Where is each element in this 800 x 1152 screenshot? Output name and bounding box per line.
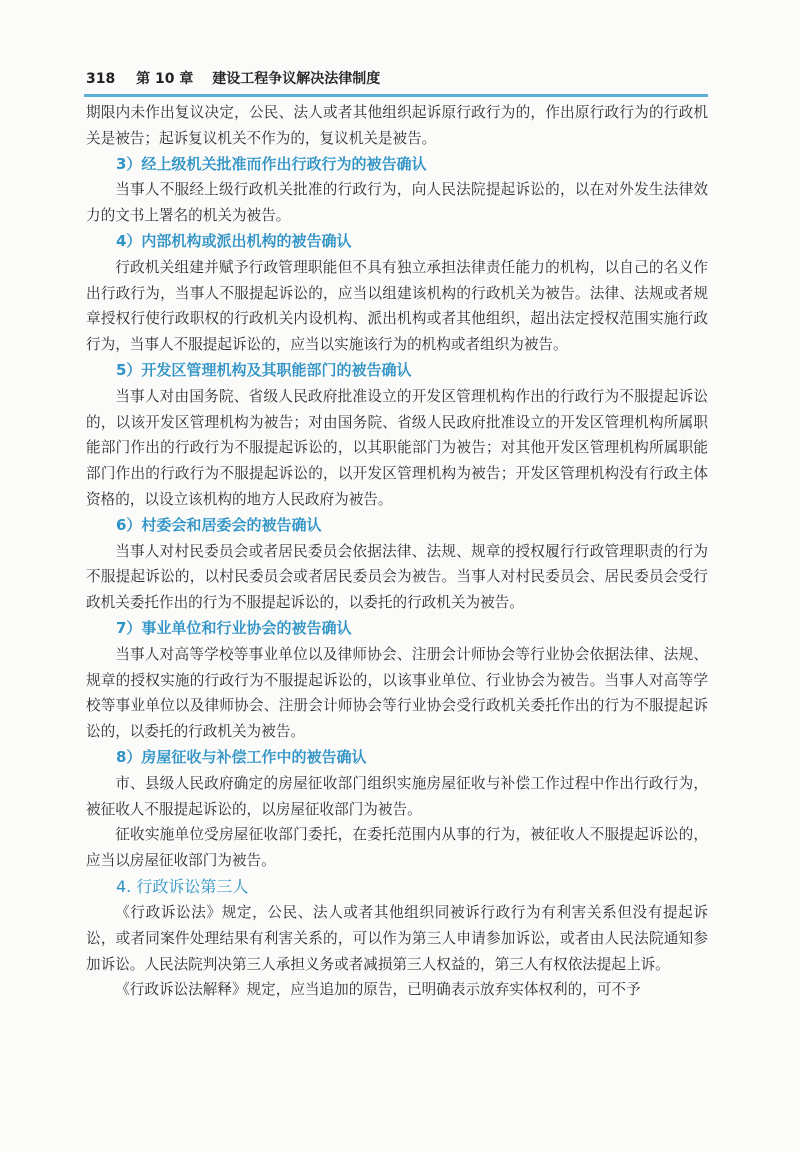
page-header (86, 68, 716, 90)
section-heading: 5）开发区管理机构及其职能部门的被告确认 (116, 360, 412, 379)
page-body (86, 100, 708, 1003)
paragraph: 行政机关组建并赋予行政管理职能但不具有独立承担法律责任能力的机构，以自己的名义作出行政行为，当事人不服提起诉讼的，应当以组建该机构的行政机关为被告。法律、法规或者规章授权行使行政职权的行政机关内设机构、派出机构或者其他组织，超出法定授权范围实施行政行为，当事人不服提起诉讼的，应当以实施该行为的机构或者组织为被告。 (86, 258, 708, 354)
paragraph: 市、县级人民政府确定的房屋征收部门组织实施房屋征收与补偿工作过程中作出行政行为，被征收人不服提起诉讼的，以房屋征收部门为被告。 (86, 774, 708, 818)
page-number: 318 (86, 71, 116, 87)
header-rule (84, 94, 708, 97)
paragraph: 当事人不服经上级行政机关批准的行政行为，向人民法院提起诉讼的，以在对外发生法律效力的文书上署名的机关为被告。 (86, 181, 708, 225)
paragraph: 当事人对由国务院、省级人民政府批准设立的开发区管理机构作出的行政行为不服提起诉讼的，以该开发区管理机构为被告；对由国务院、省级人民政府批准设立的开发区管理机构所属职能部门作出的行政行为不服提起诉讼的，以其职能部门为被告；对其他开发区管理机构所属职能部门作出的行政行为不服提起诉讼的，以开发区管理机构为被告；开发区管理机构没有行政主体资格的，以设立该机构的地方人民政府为被告。 (86, 387, 708, 508)
section-heading: 6）村委会和居委会的被告确认 (116, 515, 322, 534)
paragraph: 《行政诉讼法》规定，公民、法人或者其他组织同被诉行政行为有利害关系但没有提起诉讼，或者同案件处理结果有利害关系的，可以作为第三人申请参加诉讼，或者由人民法院通知参加诉讼。人民法院判决第三人承担义务或者减损第三人权益的，第三人有权依法提起上诉。 (86, 903, 708, 973)
subsection-heading: 4. 行政诉讼第三人 (116, 876, 249, 896)
chapter-title: 建设工程争议解决法律制度 (212, 71, 381, 87)
section-heading: 8）房屋征收与补偿工作中的被告确认 (116, 747, 367, 766)
section-heading: 7）事业单位和行业协会的被告确认 (116, 618, 352, 637)
paragraph: 当事人对高等学校等事业单位以及律师协会、注册会计师协会等行业协会依据法律、法规、规章的授权实施的行政行为不服提起诉讼的，以该事业单位、行业协会为被告。当事人对高等学校等事业单位以及律师协会、注册会计师协会等行业协会受行政机关委托作出的行为不服提起诉讼的，以委托的行政机关为被告。 (86, 645, 708, 741)
section-heading: 4）内部机构或派出机构的被告确认 (116, 231, 352, 250)
paragraph: 征收实施单位受房屋征收部门委托，在委托范围内从事的行为，被征收人不服提起诉讼的，应当以房屋征收部门为被告。 (86, 826, 708, 870)
paragraph: 《行政诉讼法解释》规定，应当追加的原告，已明确表示放弃实体权利的，可不予 (115, 981, 641, 999)
section-heading: 3）经上级机关批准而作出行政行为的被告确认 (116, 154, 427, 173)
chapter-label: 第 10 章 (136, 71, 194, 87)
paragraph: 当事人对村民委员会或者居民委员会依据法律、法规、规章的授权履行行政管理职责的行为不服提起诉讼的，以村民委员会或者居民委员会为被告。当事人对村民委员会、居民委员会受行政机关委托作出的行为不服提起诉讼的，以委托的行政机关为被告。 (86, 542, 708, 612)
paragraph: 期限内未作出复议决定，公民、法人或者其他组织起诉原行政行为的，作出原行政行为的行政机关是被告；起诉复议机关不作为的，复议机关是被告。 (86, 104, 708, 147)
